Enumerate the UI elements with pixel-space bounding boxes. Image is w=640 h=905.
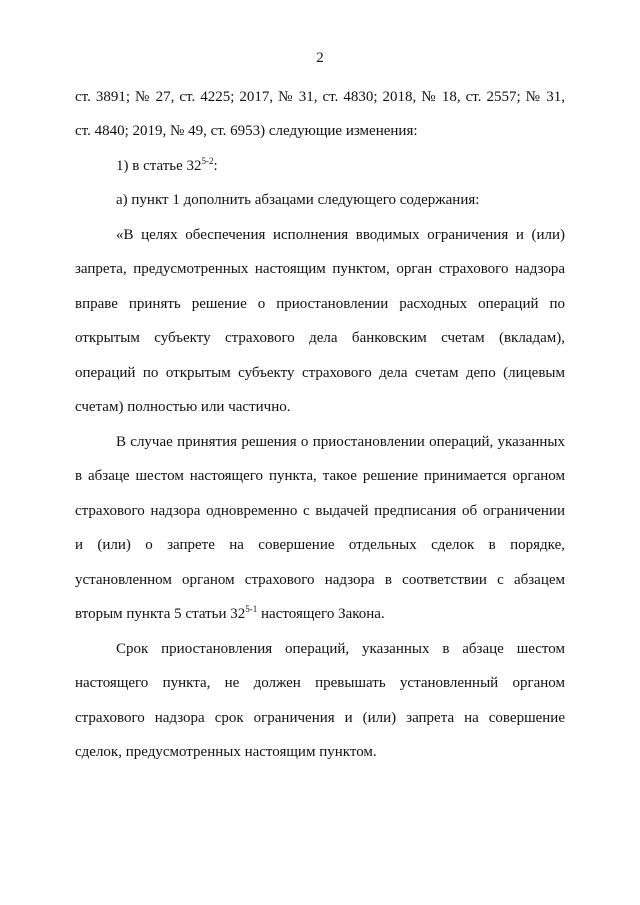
- text-line: В случае принятия решения о приостановлении операций, указанных: [116, 434, 565, 450]
- text-line: [75, 605, 565, 623]
- text-line: страхового надзора срок ограничения и (или) запрета на совершение: [75, 710, 565, 726]
- text-fragment: 1) в статье 32: [116, 158, 202, 174]
- text-line: сделок, предусмотренных настоящим пунктом.: [75, 744, 377, 760]
- text-line: и (или) о запрете на совершение отдельных сделок в порядке,: [75, 537, 565, 553]
- text-line: запрета, предусмотренных настоящим пунктом, орган страхового надзора: [75, 261, 565, 277]
- text-line: настоящего пункта, не должен превышать установленный органом: [75, 675, 565, 691]
- text-line: ст. 3891; № 27, ст. 4225; 2017, № 31, ст. 4830; 2018, № 18, ст. 2557; № 31,: [75, 89, 565, 105]
- superscript: 5-2: [201, 156, 214, 166]
- page-number: 2: [316, 50, 324, 66]
- text-line: открытым субъекту страхового дела банковским счетам (вкладам),: [75, 330, 565, 346]
- text-line: счетам) полностью или частично.: [75, 399, 291, 415]
- text-line: Срок приостановления операций, указанных в абзаце шестом: [116, 641, 565, 657]
- text-fragment: настоящего Закона.: [257, 606, 385, 622]
- text-line: операций по открытым субъекту страхового дела счетам депо (лицевым: [75, 365, 565, 381]
- text-fragment: :: [213, 158, 218, 174]
- text-line: вправе принять решение о приостановлении расходных операций по: [75, 296, 565, 312]
- text-line: страхового надзора одновременно с выдачей предписания об ограничении: [75, 503, 565, 519]
- text-line: [116, 157, 565, 175]
- text-line: а) пункт 1 дополнить абзацами следующего содержания:: [116, 192, 480, 208]
- text-line: ст. 4840; 2019, № 49, ст. 6953) следующие изменения:: [75, 123, 418, 139]
- text-line: «В целях обеспечения исполнения вводимых ограничения и (или): [116, 227, 565, 243]
- text-line: установленном органом страхового надзора в соответствии с абзацем: [75, 572, 565, 588]
- text-fragment: вторым пункта 5 статьи 32: [75, 606, 246, 622]
- superscript: 5-1: [245, 604, 258, 614]
- text-line: в абзаце шестом настоящего пункта, такое решение принимается органом: [75, 468, 565, 484]
